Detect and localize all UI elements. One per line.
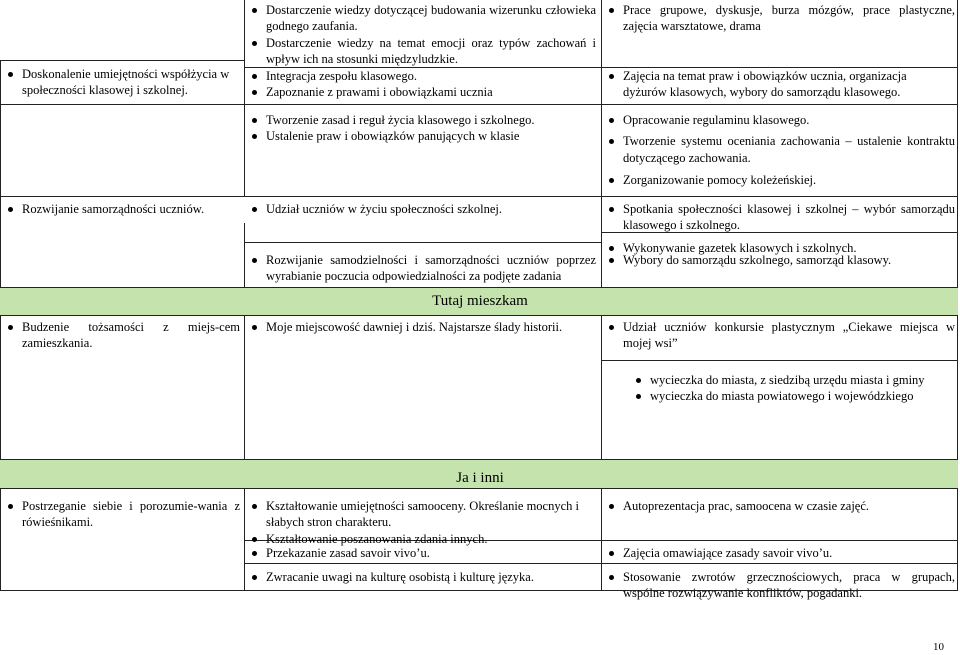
section-title: Tutaj mieszkam: [432, 293, 528, 309]
list-item: Opracowanie regulaminu klasowego.: [603, 112, 955, 128]
selfgov-col3a: [603, 201, 955, 256]
page-number: 10: [933, 641, 944, 653]
grid-line: [245, 563, 958, 564]
cooperation-col2b: [246, 112, 596, 145]
others-goal: [2, 498, 240, 531]
list-item: Udział uczniów w życiu społeczności szkolnej.: [246, 201, 596, 217]
grid-line: [244, 223, 245, 287]
cooperation-goal: [2, 66, 242, 99]
top-col2: [246, 2, 596, 67]
grid-line: [601, 0, 602, 287]
grid-line: [602, 360, 958, 361]
grid-line: [0, 196, 958, 197]
list-item: Kształtowanie poszanowania zdania innych.: [246, 531, 596, 547]
list-item: Spotkania społeczności klasowej i szkolnej – wybór samorządu klasowego i szkolnego.: [603, 201, 955, 234]
goal-text: Rozwijanie samorządności uczniów.: [2, 201, 242, 217]
list-item: Zorganizowanie pomocy koleżeńskiej.: [603, 172, 955, 188]
list-item: Integracja zespołu klasowego.: [246, 68, 596, 84]
list-item: Moje miejscowość dawniej i dziś. Najstarsze ślady historii.: [246, 319, 600, 335]
cooperation-col3a: [603, 68, 938, 101]
goal-text: Doskonalenie umiejętności współżycia w społeczności klasowej i szkolnej.: [2, 66, 242, 99]
grid-line: [0, 60, 1, 590]
list-item: Zajęcia omawiające zasady savoir vivo’u.: [603, 545, 955, 561]
section-title: Ja i inni: [456, 470, 504, 486]
list-item: Dostarczenie wiedzy dotyczącej budowania wizerunku człowieka godnego zaufania.: [246, 2, 596, 35]
list-item: Zwracanie uwagi na kulturę osobistą i kulturę języka.: [246, 569, 596, 585]
list-item: Tworzenie systemu oceniania zachowania – ustalenie kontraktu dotyczącego zachowania.: [603, 133, 955, 166]
list-item: Rozwijanie samodzielności i samorządności uczniów poprzez wyrabianie poczucia odpowiedzialności za podjęte zadania: [246, 252, 596, 285]
others-col2a: [246, 498, 596, 547]
others-col2b: [246, 545, 596, 561]
selfgov-col2b: [246, 252, 596, 285]
list-item: Przekazanie zasad savoir vivo’u.: [246, 545, 596, 561]
grid-line: [245, 242, 601, 243]
list-item: Udział uczniów konkursie plastycznym „Ciekawe miejsca w mojej wsi”: [603, 319, 955, 352]
list-item: Kształtowanie umiejętności samooceny. Określanie mocnych i słabych stron charakteru.: [246, 498, 596, 531]
grid-line: [0, 104, 958, 105]
goal-text: Postrzeganie siebie i porozumie-wania z rówieśnikami.: [2, 498, 240, 531]
selfgov-goal: [2, 201, 242, 217]
list-item: Tworzenie zasad i reguł życia klasowego i szkolnego.: [246, 112, 624, 128]
top-col3: [603, 2, 955, 35]
cooperation-col2a: [246, 68, 596, 101]
grid-line: [244, 315, 245, 459]
list-item: Prace grupowe, dyskusje, burza mózgów, prace plastyczne, zajęcia warsztatowe, drama: [603, 2, 955, 35]
list-item: Autoprezentacja prac, samoocena w czasie zajęć.: [603, 498, 955, 514]
selfgov-col2a: [246, 201, 596, 217]
list-item: Dostarczenie wiedzy na temat emocji oraz typów zachowań i wpływ ich na stosunki międzyludzkie.: [246, 35, 596, 68]
list-item: Stosowanie zwrotów grzecznościowych, praca w grupach, wspólne rozwiązywanie konfliktów, pogadanki.: [603, 569, 955, 602]
others-col3c: [603, 569, 955, 602]
others-col2c: [246, 569, 596, 585]
list-item: Zapoznanie z prawami i obowiązkami ucznia: [246, 84, 596, 100]
grid-line: [0, 60, 244, 61]
list-item: wycieczka do miasta, z siedzibą urzędu miasta i gminy: [630, 372, 950, 388]
home-col2: [246, 319, 600, 335]
list-item: Wykonywanie gazetek klasowych i szkolnych.: [603, 240, 955, 256]
grid-line: [601, 315, 602, 459]
cooperation-col3b: [603, 112, 955, 188]
list-item: wycieczka do miasta powiatowego i wojewódzkiego: [630, 388, 950, 404]
home-goal: [2, 319, 240, 352]
home-col3-sublist: [630, 372, 950, 405]
grid-line: [244, 488, 245, 590]
selfgov-col3b: [603, 252, 955, 268]
goal-text: Budzenie tożsamości z miejs-cem zamieszkania.: [2, 319, 240, 352]
grid-line: [601, 488, 602, 590]
list-item: Zajęcia na temat praw i obowiązków ucznia, organizacja dyżurów klasowych, wybory do samorządu klasowego.: [603, 68, 938, 101]
others-col3b: [603, 545, 955, 561]
list-item: Ustalenie praw i obowiązków panujących w klasie: [246, 128, 596, 144]
others-col3a: [603, 498, 955, 514]
list-item: Wybory do samorządu szkolnego, samorząd klasowy.: [603, 252, 955, 268]
home-col3: [603, 319, 955, 352]
grid-line: [244, 0, 245, 196]
